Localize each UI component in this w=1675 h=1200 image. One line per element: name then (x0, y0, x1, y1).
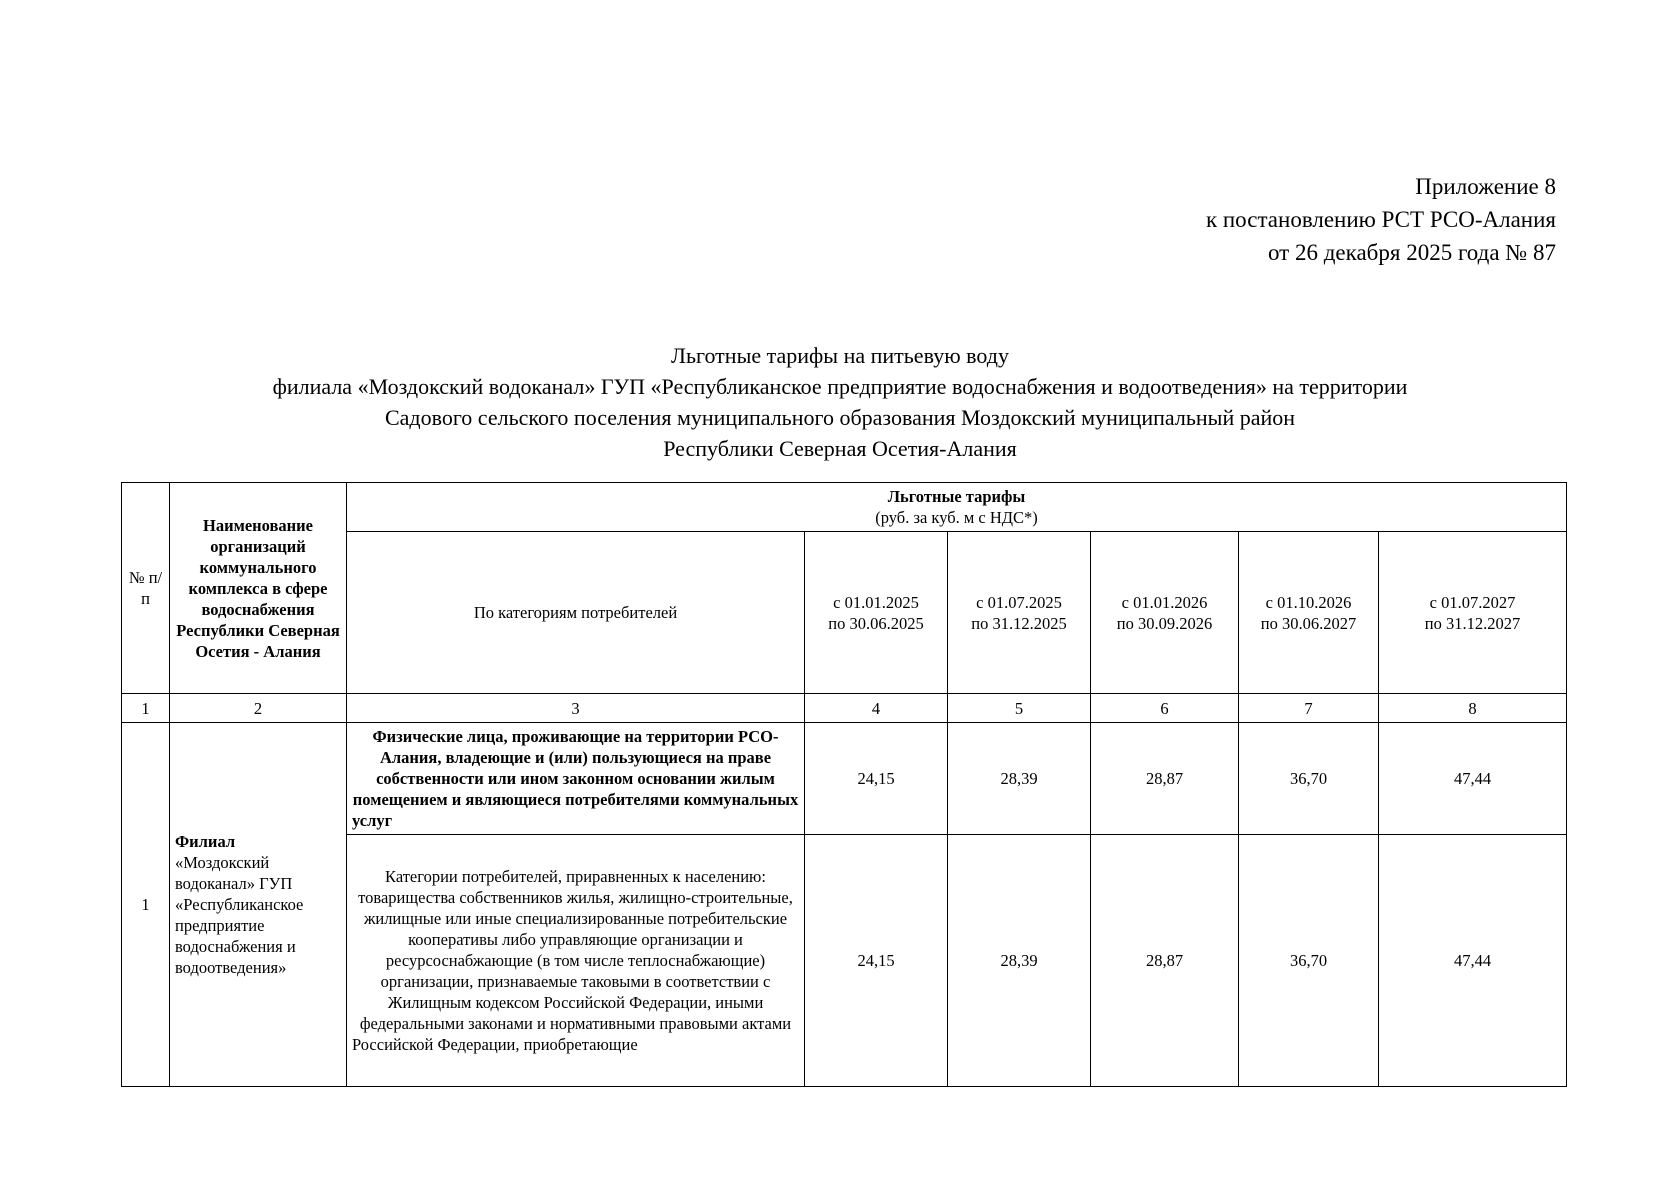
tariff-value: 24,15 (805, 723, 948, 835)
tariff-value: 24,15 (805, 835, 948, 1087)
header-period-4 (1239, 532, 1379, 694)
appendix-reference: к постановлению РСТ РСО-Алания (1205, 207, 1556, 232)
period-5-to: по 31.12.2027 (1424, 613, 1521, 633)
row-org (170, 723, 347, 1087)
period-1-from: с 01.01.2025 (833, 592, 919, 612)
header-row-1 (122, 483, 1567, 532)
tariff-value: 28,39 (948, 723, 1091, 835)
header-category: По категориям потребителей (347, 532, 805, 694)
header-tariffs-unit: (руб. за куб. м с НДС*) (875, 508, 1038, 527)
tariff-value: 36,70 (1239, 835, 1379, 1087)
period-4-from: с 01.10.2026 (1265, 592, 1352, 612)
tariff-value: 28,87 (1091, 835, 1239, 1087)
column-number: 6 (1091, 694, 1239, 723)
period-2-from: с 01.07.2025 (976, 592, 1062, 612)
appendix-number: Приложение 8 (1415, 174, 1556, 199)
header-tariffs-title: Льготные тарифы (887, 487, 1026, 506)
column-number: 5 (948, 694, 1091, 723)
tariff-value: 28,39 (948, 835, 1091, 1087)
column-number: 2 (170, 694, 347, 723)
header-tariffs (347, 483, 1567, 532)
header-period-1 (805, 532, 948, 694)
tariff-value: 36,70 (1239, 723, 1379, 835)
title-line-3: Садового сельского поселения муниципального образования Моздокский муниципальный район (384, 405, 1296, 430)
header-period-5 (1379, 532, 1567, 694)
category-description: Физические лица, проживающие на территории РСО-Алания, владеющие и (или) пользующиеся на праве собственности или ином законном основании жилым помещением и являющиеся потребителями коммунальных услуг (347, 723, 805, 835)
period-3-to: по 30.09.2026 (1116, 613, 1213, 633)
period-1-to: по 30.06.2025 (828, 613, 924, 633)
period-4-to: по 30.06.2027 (1260, 613, 1357, 633)
column-number: 3 (347, 694, 805, 723)
document-title (120, 340, 1560, 464)
tariff-value: 47,44 (1379, 835, 1567, 1087)
period-2-to: по 31.12.2025 (971, 613, 1067, 633)
org-name-rest: «Моздокский водоканал» ГУП «Республиканское предприятие водоснабжения и водоотведения» (175, 853, 304, 977)
table-row (122, 723, 1567, 835)
header-org: Наименование организаций коммунального комплекса в сфере водоснабжения Республики Северная Осетия - Алания (170, 483, 347, 694)
period-5-from: с 01.07.2027 (1429, 592, 1516, 612)
header-period-3 (1091, 532, 1239, 694)
period-3-from: с 01.01.2026 (1121, 592, 1208, 612)
header-num: № п/п (122, 483, 170, 694)
appendix-header (1206, 170, 1556, 269)
appendix-date: от 26 декабря 2025 года № 87 (1267, 240, 1556, 265)
header-period-2 (948, 532, 1091, 694)
column-number: 4 (805, 694, 948, 723)
tariff-value: 28,87 (1091, 723, 1239, 835)
title-line-1: Льготные тарифы на питьевую воду (671, 343, 1009, 368)
tariff-value: 47,44 (1379, 723, 1567, 835)
row-num: 1 (122, 723, 170, 1087)
column-numbers-row (122, 694, 1567, 723)
column-number: 1 (122, 694, 170, 723)
title-line-2: филиала «Моздокский водоканал» ГУП «Республиканское предприятие водоснабжения и водоотведения» на территории (272, 374, 1408, 399)
column-number: 8 (1379, 694, 1567, 723)
column-number: 7 (1239, 694, 1379, 723)
tariffs-table (121, 482, 1567, 1087)
title-line-4: Республики Северная Осетия-Алания (663, 436, 1017, 461)
org-name-first: Филиал (175, 832, 236, 851)
category-description: Категории потребителей, приравненных к населению: товарищества собственников жилья, жилищно-строительные, жилищные или иные специализированные потребительские кооперативы либо управляющие организации и ресурсоснабжающие (в том числе теплоснабжающие) организации, признаваемые таковыми в соответствии с Жилищным кодексом Российской Федерации, иными федеральными законами и нормативными правовыми актами Российской Федерации, приобретающие (347, 835, 805, 1087)
